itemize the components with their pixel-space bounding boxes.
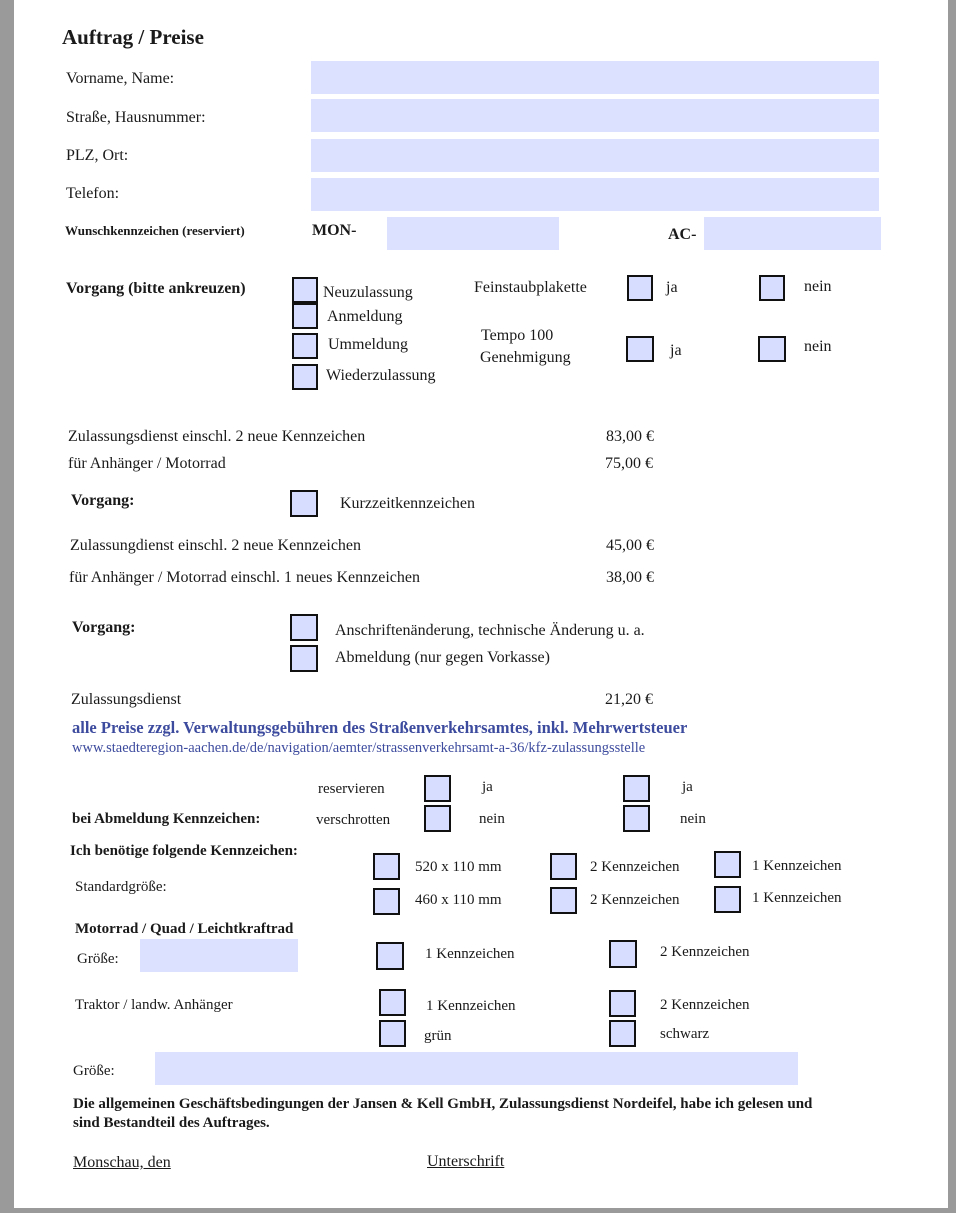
verschrotten-nein2-checkbox[interactable]: [623, 805, 650, 832]
size-520-two-label: 2 Kennzeichen: [590, 859, 680, 875]
neuzulassung-label: Neuzulassung: [323, 284, 413, 301]
tractor-label: Traktor / landw. Anhänger: [75, 997, 233, 1013]
moto-label: Motorrad / Quad / Leichtkraftrad: [75, 921, 294, 937]
reservieren-label: reservieren: [318, 781, 385, 797]
moto-one-checkbox[interactable]: [376, 942, 404, 970]
price2-label: für Anhänger / Motorrad: [68, 455, 226, 472]
abmeldung-kennzeichen-label: bei Abmeldung Kennzeichen:: [72, 811, 261, 827]
vorgang3-label: Vorgang:: [72, 619, 136, 636]
terms-line2: sind Bestandteil des Auftrages.: [73, 1115, 270, 1131]
mon-prefix: MON-: [312, 222, 357, 239]
verschrotten-nein2-label: nein: [680, 811, 706, 827]
mon-plate-field[interactable]: [387, 217, 559, 250]
gruen-label: grün: [424, 1028, 452, 1044]
price4-label: für Anhänger / Motorrad einschl. 1 neues Kennzeichen: [69, 569, 420, 586]
gruen-checkbox[interactable]: [379, 1020, 406, 1047]
form-page: [14, 0, 948, 1208]
moto-size-label: Größe:: [77, 951, 119, 967]
reservieren-ja2-checkbox[interactable]: [623, 775, 650, 802]
verschrotten-nein-checkbox[interactable]: [424, 805, 451, 832]
tractor-two-checkbox[interactable]: [609, 990, 636, 1017]
tempo-ja-checkbox[interactable]: [626, 336, 654, 362]
phone-field[interactable]: [311, 178, 879, 211]
kurzzeit-checkbox[interactable]: [290, 490, 318, 517]
vorgang2-label: Vorgang:: [71, 492, 135, 509]
feinstaub-ja-label: ja: [666, 279, 678, 296]
ummeldung-checkbox[interactable]: [292, 333, 318, 359]
price3-value: 45,00 €: [606, 537, 654, 554]
reservieren-ja-checkbox[interactable]: [424, 775, 451, 802]
tempo-nein-label: nein: [804, 338, 832, 355]
wiederzulassung-checkbox[interactable]: [292, 364, 318, 390]
plates-needed-label: Ich benötige folgende Kennzeichen:: [70, 843, 298, 859]
tempo-nein-checkbox[interactable]: [758, 336, 786, 362]
price1-label: Zulassungsdienst einschl. 2 neue Kennzeichen: [68, 428, 366, 445]
city-field[interactable]: [311, 139, 879, 172]
ummeldung-label: Ummeldung: [328, 336, 408, 353]
size-460-two-label: 2 Kennzeichen: [590, 892, 680, 908]
moto-two-label: 2 Kennzeichen: [660, 944, 750, 960]
street-label: Straße, Hausnummer:: [66, 109, 206, 126]
size-460-label: 460 x 110 mm: [415, 892, 502, 908]
page-title: Auftrag / Preise: [62, 25, 204, 49]
tractor-size-label: Größe:: [73, 1063, 115, 1079]
price2-value: 75,00 €: [605, 455, 653, 472]
anschrift-label: Anschriftenänderung, technische Änderung u. a.: [335, 622, 645, 639]
abmeldung-checkbox[interactable]: [290, 645, 318, 672]
name-field[interactable]: [311, 61, 879, 94]
anschrift-checkbox[interactable]: [290, 614, 318, 641]
moto-one-label: 1 Kennzeichen: [425, 946, 515, 962]
price3-label: Zulassungdienst einschl. 2 neue Kennzeichen: [70, 537, 362, 554]
kurzzeit-label: Kurzzeitkennzeichen: [340, 495, 476, 512]
ac-plate-field[interactable]: [704, 217, 881, 250]
verschrotten-label: verschrotten: [316, 812, 391, 828]
office-url[interactable]: www.staedteregion-aachen.de/de/navigation/aemter/strassenverkehrsamt-a-36/kfz-zulassungsstelle: [72, 740, 646, 756]
feinstaub-nein-checkbox[interactable]: [759, 275, 785, 301]
place-date-label: Monschau, den: [73, 1154, 171, 1171]
tempo-label-line2: Genehmigung: [480, 349, 571, 366]
ac-prefix: AC-: [668, 226, 697, 243]
tractor-one-label: 1 Kennzeichen: [426, 998, 516, 1014]
feinstaub-nein-label: nein: [804, 278, 832, 295]
size-460-one-checkbox[interactable]: [714, 886, 741, 913]
name-label: Vorname, Name:: [66, 70, 175, 87]
standard-size-label: Standardgröße:: [75, 879, 167, 895]
tempo-label-line1: Tempo 100: [481, 327, 554, 344]
vorgang1-label: Vorgang (bitte ankreuzen): [66, 280, 246, 297]
size-520-checkbox[interactable]: [373, 853, 400, 880]
size-520-two-checkbox[interactable]: [550, 853, 577, 880]
size-460-two-checkbox[interactable]: [550, 887, 577, 914]
price4-value: 38,00 €: [606, 569, 654, 586]
anmeldung-label: Anmeldung: [327, 308, 403, 325]
street-field[interactable]: [311, 99, 879, 132]
size-520-one-checkbox[interactable]: [714, 851, 741, 878]
tractor-size-field[interactable]: [155, 1052, 798, 1085]
tractor-one-checkbox[interactable]: [379, 989, 406, 1016]
price1-value: 83,00 €: [606, 428, 654, 445]
fee-note: alle Preise zzgl. Verwaltungsgebühren des Straßenverkehrsamtes, inkl. Mehrwertsteuer: [72, 718, 688, 737]
terms-line1: Die allgemeinen Geschäftsbedingungen der Jansen & Kell GmbH, Zulassungsdienst Nordeifel, habe ich gelesen und: [73, 1096, 813, 1112]
wiederzulassung-label: Wiederzulassung: [326, 367, 436, 384]
size-460-one-label: 1 Kennzeichen: [752, 890, 842, 906]
reservieren-ja-label: ja: [482, 779, 493, 795]
size-520-one-label: 1 Kennzeichen: [752, 858, 842, 874]
phone-label: Telefon:: [66, 185, 120, 202]
reservieren-ja2-label: ja: [682, 779, 693, 795]
feinstaub-label: Feinstaubplakette: [474, 279, 587, 296]
signature-label: Unterschrift: [427, 1153, 505, 1170]
size-460-checkbox[interactable]: [373, 888, 400, 915]
feinstaub-ja-checkbox[interactable]: [627, 275, 653, 301]
city-label: PLZ, Ort:: [66, 147, 129, 164]
abmeldung-label: Abmeldung (nur gegen Vorkasse): [335, 649, 550, 666]
price5-label: Zulassungsdienst: [71, 691, 182, 708]
moto-size-field[interactable]: [140, 939, 298, 972]
tempo-ja-label: ja: [670, 342, 682, 359]
plate-label: Wunschkennzeichen (reserviert): [65, 223, 245, 238]
size-520-label: 520 x 110 mm: [415, 859, 502, 875]
price5-value: 21,20 €: [605, 691, 653, 708]
schwarz-checkbox[interactable]: [609, 1020, 636, 1047]
neuzulassung-checkbox[interactable]: [292, 277, 318, 303]
anmeldung-checkbox[interactable]: [292, 303, 318, 329]
schwarz-label: schwarz: [660, 1026, 710, 1042]
tractor-two-label: 2 Kennzeichen: [660, 997, 750, 1013]
verschrotten-nein-label: nein: [479, 811, 505, 827]
moto-two-checkbox[interactable]: [609, 940, 637, 968]
